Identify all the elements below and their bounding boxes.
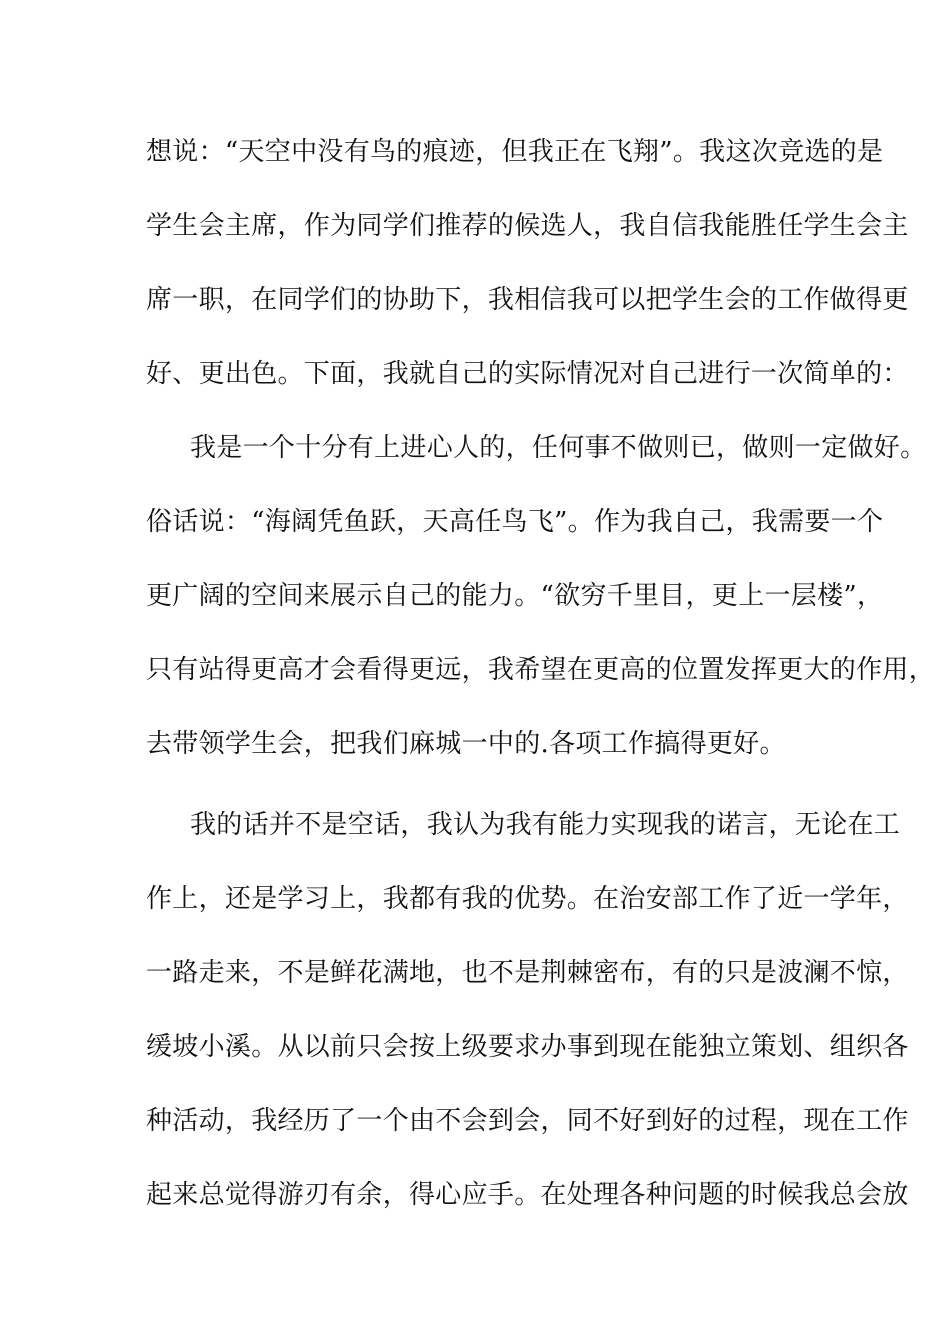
text-line: 更广阔的空间来展示自己的能力。“欲穷千里目，更上一层楼”， xyxy=(146,581,884,611)
text-line: 缓坡小溪。从以前只会按上级要求办事到现在能独立策划、组织各 xyxy=(146,1032,909,1062)
text-line: 俗话说：“海阔凭鱼跃，天高任鸟飞”。作为我自己，我需要一个 xyxy=(146,507,884,537)
text-line: 去带领学生会，把我们麻城一中的.各项工作搞得更好。 xyxy=(146,729,786,759)
text-line: 作上，还是学习上，我都有我的优势。在治安部工作了近一学年， xyxy=(146,884,909,914)
paragraph-first-line: 我的话并不是空话，我认为我有能力实现我的诺言，无论在工 xyxy=(190,810,901,840)
paragraph-first-line: 我是一个十分有上进心人的，任何事不做则已，做则一定做好。 xyxy=(190,433,927,463)
text-line: 好、更出色。下面，我就自己的实际情况对自己进行一次简单的： xyxy=(146,359,909,389)
text-line: 只有站得更高才会看得更远，我希望在更高的位置发挥更大的作用， xyxy=(146,655,936,685)
text-line: 种活动，我经历了一个由不会到会，同不好到好的过程，现在工作 xyxy=(146,1106,909,1136)
text-line: 想说：“天空中没有鸟的痕迹，但我正在飞翔”。我这次竞选的是 xyxy=(146,137,884,167)
text-line: 一路走来，不是鲜花满地，也不是荆棘密布，有的只是波澜不惊， xyxy=(146,958,909,988)
text-line: 学生会主席，作为同学们推荐的候选人，我自信我能胜任学生会主 xyxy=(146,211,909,241)
text-line: 席一职，在同学们的协助下，我相信我可以把学生会的工作做得更 xyxy=(146,285,909,315)
text-line: 起来总觉得游刃有余，得心应手。在处理各种问题的时候我总会放 xyxy=(146,1180,909,1210)
